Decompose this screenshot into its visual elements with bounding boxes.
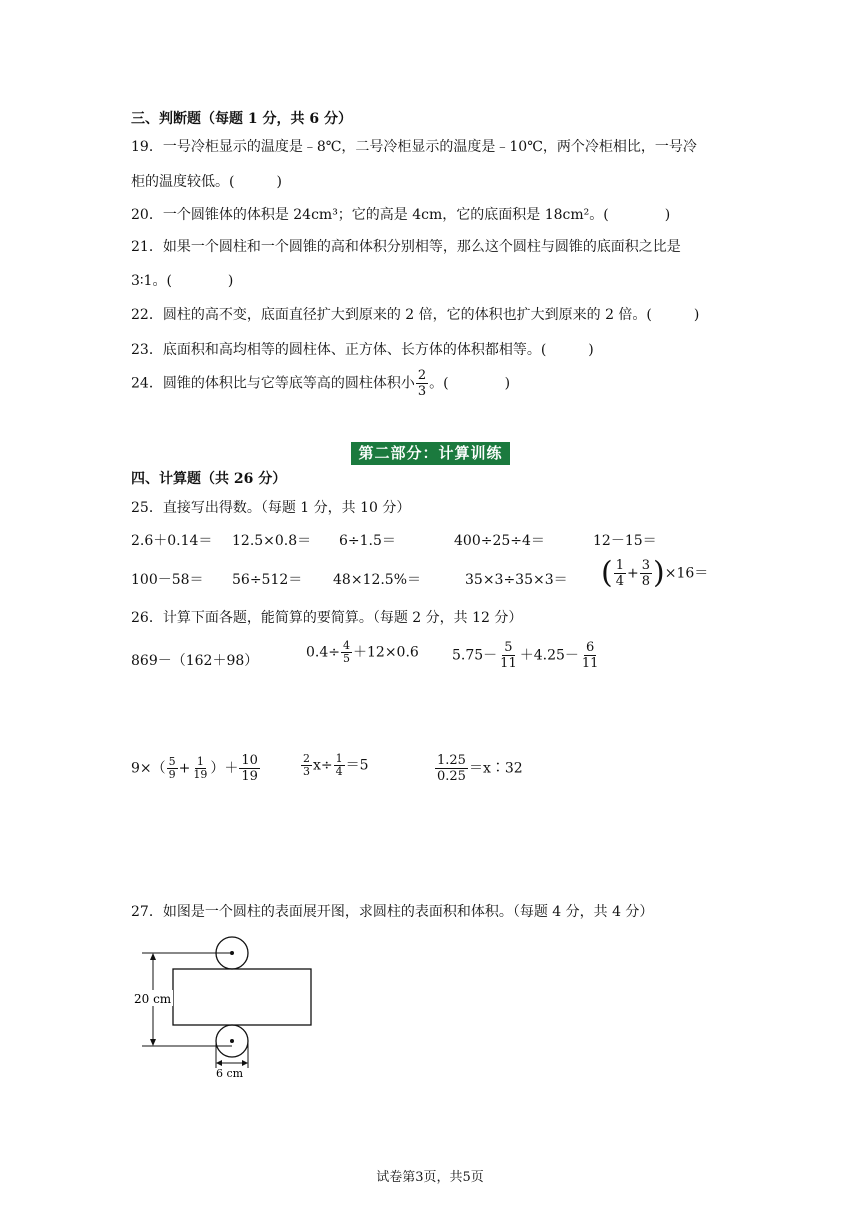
fraction: $\frac{1}{4}$	[615, 558, 624, 589]
expr-4: 9×（ $\frac{5}{9}$ + $\frac{1}{19}$ ）＋ $\frac{10}{19}$	[131, 753, 258, 784]
cylinder-net-figure	[128, 932, 318, 1082]
q25-item: 48×12.5%＝	[333, 572, 422, 588]
q22: 22．圆柱的高不变，底面直径扩大到原来的 2 倍，它的体积也扩大到原来的 2 倍。( )	[131, 307, 700, 323]
q25-item: 6÷1.5＝	[339, 533, 396, 549]
fraction: $\frac{10}{19}$	[241, 753, 258, 784]
side-rectangle	[173, 969, 311, 1025]
q25-item: 12－15＝	[593, 533, 657, 549]
q25-item: 35×3÷35×3＝	[465, 572, 568, 588]
q24-blank: 。( )	[429, 375, 511, 392]
expr-1: 869－（162＋98）	[131, 653, 259, 669]
q27: 27．如图是一个圆柱的表面展开图，求圆柱的表面积和体积。（每题 4 分，共 4 分）	[131, 904, 654, 920]
fraction: $\frac{6}{11}$	[581, 640, 599, 671]
q25-item: 2.6＋0.14＝	[131, 533, 213, 549]
q25-item: 400÷25÷4＝	[454, 533, 545, 549]
section3-heading: 三、判断题（每题 1 分，共 6 分）	[131, 111, 352, 127]
fraction: $\frac{1.25}{0.25}$	[437, 753, 466, 784]
expr-5: $\frac{2}{3}$ x÷ $\frac{1}{4}$ ＝5	[303, 752, 369, 778]
q25-item: 100－58＝	[131, 572, 204, 588]
height-label: 20 cm	[134, 992, 172, 1006]
q21-line2: 3∶1。( )	[131, 273, 234, 289]
fraction: $\frac{4}{5}$	[343, 639, 350, 665]
q25: 25．直接写出得数。（每题 1 分，共 10 分）	[131, 500, 411, 516]
q25-item-fraction-expr: ( $\frac{1}{4}$ + $\frac{3}{8}$ )×16＝	[601, 555, 709, 591]
q24	[131, 368, 510, 399]
fraction: $\frac{1}{19}$	[193, 755, 208, 781]
expr-2: 0.4÷ $\frac{4}{5}$ ＋12×0.6	[306, 639, 419, 665]
q24-fraction: $\frac{2}{3}$	[417, 368, 427, 399]
fraction: $\frac{2}{3}$	[303, 752, 310, 778]
q25-item: 12.5×0.8＝	[232, 533, 312, 549]
expr-6: $\frac{1.25}{0.25}$ ＝x∶32	[437, 753, 523, 784]
page-footer: 试卷第3页，共5页	[376, 1170, 484, 1185]
expr-3: 5.75－ $\frac{5}{11}$ ＋4.25－ $\frac{6}{11}$	[452, 640, 599, 671]
q21-line1: 21．如果一个圆柱和一个圆锥的高和体积分别相等，那么这个圆柱与圆锥的底面积之比是	[131, 239, 681, 255]
width-label: 6 cm	[216, 1067, 244, 1080]
section4-heading: 四、计算题（共 26 分）	[131, 471, 287, 487]
q26: 26．计算下面各题，能简算的要简算。（每题 2 分，共 12 分）	[131, 610, 523, 626]
fraction: $\frac{5}{11}$	[500, 640, 517, 671]
q19-line2: 柜的温度较低。( )	[131, 174, 282, 190]
q23: 23．底面积和高均相等的圆柱体、正方体、长方体的体积都相等。( )	[131, 342, 594, 358]
fraction: $\frac{1}{4}$	[335, 752, 343, 778]
part2-banner: 第二部分：计算训练	[351, 442, 510, 465]
q20: 20．一个圆锥体的体积是 24cm³；它的高是 4cm，它的底面积是 18cm²。( )	[131, 207, 671, 223]
q24-text: 24．圆锥的体积比与它等底等高的圆柱体积小	[131, 375, 415, 392]
q19-line1: 19．一号冷柜显示的温度是﹣8℃，二号冷柜显示的温度是﹣10℃，两个冷柜相比，一号冷	[131, 139, 697, 155]
q25-item: 56÷512＝	[232, 572, 303, 588]
fraction: $\frac{3}{8}$	[641, 558, 651, 589]
fraction: $\frac{5}{9}$	[168, 755, 176, 781]
